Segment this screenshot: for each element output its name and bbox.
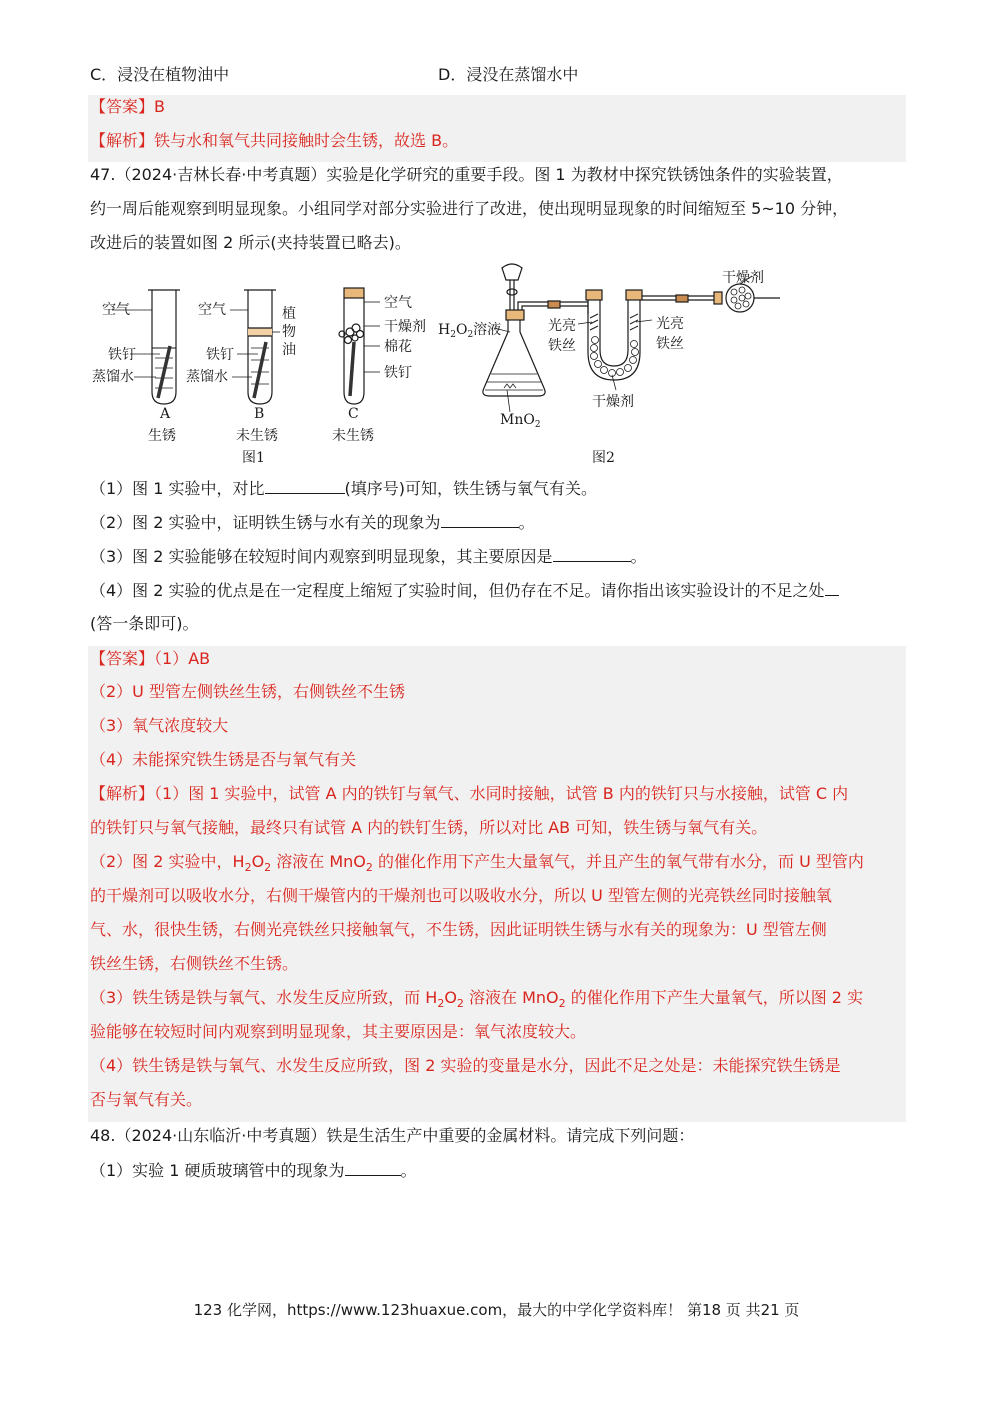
option-c: C．浸没在植物油中	[90, 65, 230, 84]
q48-question-1: （1）实验 1 硬质玻璃管中的现象为 。	[90, 1161, 417, 1180]
experiment-figure	[92, 262, 792, 467]
q47-analysis-p1-l2: 的铁钉只与氧气接触，最终只有试管 A 内的铁钉生锈，所以对比 AB 可知，铁生锈与氧气有关。	[90, 818, 768, 837]
tube-b-oil-3: 油	[282, 342, 296, 358]
answer-label: 【答案】	[90, 97, 155, 116]
h2o2-label: $H_2O_2$溶液	[438, 322, 502, 340]
tube-b-nail-label: 铁钉	[206, 347, 234, 363]
q46-answer	[90, 96, 905, 118]
q47-answer-4: （4）未能探究铁生锈是否与氧气有关	[90, 750, 357, 769]
q47-analysis-p4-l2: 否与氧气有关。	[90, 1090, 203, 1109]
tube-a-water-label: 蒸馏水	[92, 369, 134, 385]
answer-blank-q48	[345, 1159, 401, 1176]
q47-stem-line-2: 约一周后能观察到明显现象。小组同学对部分实验进行了改进，使出现明显现象的时间缩短至 5~10 分钟，	[90, 199, 849, 218]
tube-b-letter: B	[254, 406, 265, 422]
right-wire-label-2: 铁丝	[656, 336, 684, 352]
tube-b-oil-2: 物	[282, 324, 296, 340]
q47-question-1: （1）图 1 实验中，对比 (填序号)可知，铁生锈与氧气有关。	[90, 479, 598, 498]
q47-analysis-p2-l4: 铁丝生锈，右侧铁丝不生锈。	[90, 954, 299, 973]
q47-stem-line-1: 47.（2024·吉林长春·中考真题）实验是化学研究的重要手段。图 1 为教材中探究铁锈蚀条件的实验装置，	[90, 165, 843, 184]
q47-answer-2: （2）U 型管左侧铁丝生锈，右侧铁丝不生锈	[90, 682, 405, 701]
q47-question-3: （3）图 2 实验能够在较短时间内观察到明显现象，其主要原因是 。	[90, 547, 647, 566]
tube-c-cotton-label: 棉花	[384, 339, 412, 355]
mno2-label: MnO$_2$	[500, 412, 541, 430]
tube-c-desiccant-label: 干燥剂	[384, 319, 426, 335]
tube-c	[339, 288, 380, 404]
q47-analysis-p1-l1: 【解析】（1）图 1 实验中，试管 A 内的铁钉与氧气、水同时接触，试管 B 内的铁钉只与水接触，试管 C 内	[90, 784, 849, 803]
tube-c-state: 未生锈	[332, 428, 374, 444]
answer-label: 【答案】	[90, 649, 155, 668]
analysis-label: 【解析】	[90, 131, 155, 150]
desiccant-top-label: 干燥剂	[722, 270, 764, 286]
q47-analysis-p3-l1: （3）铁生锈是铁与氧气、水发生反应所致，而 $H_2O_2$ 溶液在 MnO$_2$ 的催化作用下产生大量氧气，所以图 2 实	[90, 988, 864, 1011]
tube-a-nail-label: 铁钉	[108, 347, 136, 363]
page-footer: 123 化学网，https://www.123huaxue.com，最大的中学化学资料库！ 第18 页 共21 页	[193, 1301, 800, 1319]
desiccant-bottom-label: 干燥剂	[592, 394, 634, 410]
tube-c-air-label: 空气	[384, 295, 412, 311]
analysis-text: 铁与水和氧气共同接触时会生锈，故选 B。	[154, 131, 459, 150]
q47-question-4-cont: (答一条即可)。	[90, 614, 199, 633]
q47-question-4: （4）图 2 实验的优点是在一定程度上缩短了实验时间，但仍存在不足。请你指出该实验设计的不足之处	[90, 579, 905, 602]
tube-a-letter: A	[160, 406, 171, 422]
q47-analysis-p2-l1: （2）图 2 实验中，$H_2O_2$ 溶液在 MnO$_2$ 的催化作用下产生大量氧气，并且产生的氧气带有水分，而 U 型管内	[90, 852, 864, 875]
options-row	[90, 62, 905, 84]
q47-stem-line-3: 改进后的装置如图 2 所示(夹持装置已略去)。	[90, 233, 411, 252]
q47-answer-3: （3）氧气浓度较大	[90, 716, 229, 735]
tube-b-oil-1: 植	[282, 306, 296, 322]
tube-b-state: 未生锈	[236, 428, 278, 444]
left-wire-label-1: 光亮	[548, 318, 576, 334]
q46-analysis	[90, 130, 905, 152]
analysis-label: 【解析】	[90, 784, 155, 803]
left-wire-label-2: 铁丝	[548, 338, 576, 354]
answer-blank-1	[265, 477, 345, 494]
answer-blank-4	[825, 579, 839, 596]
tube-b-water-label: 蒸馏水	[186, 369, 228, 385]
q47-answer-1: 【答案】（1）AB	[90, 649, 211, 668]
q48-stem: 48.（2024·山东临沂·中考真题）铁是生活生产中重要的金属材料。请完成下列问题：	[90, 1126, 695, 1145]
tube-b-air-label: 空气	[198, 302, 226, 318]
tube-c-letter: C	[348, 406, 359, 422]
q47-analysis-p2-l2: 的干燥剂可以吸收水分，右侧干燥管内的干燥剂也可以吸收水分，所以 U 型管左侧的光亮铁丝同时接触氧	[90, 886, 832, 905]
q47-question-2: （2）图 2 实验中，证明铁生锈与水有关的现象为 。	[90, 513, 535, 532]
answer-value: B	[154, 97, 165, 116]
q47-analysis-p3-l2: 验能够在较短时间内观察到明显现象，其主要原因是：氧气浓度较大。	[90, 1022, 587, 1041]
figure-1-caption: 图1	[242, 450, 265, 466]
tube-c-nail-label: 铁钉	[384, 365, 412, 381]
figure-2-apparatus	[483, 264, 780, 412]
answer-blank-2	[441, 511, 519, 528]
answer-blank-3	[553, 545, 631, 562]
right-wire-label-1: 光亮	[656, 316, 684, 332]
tube-a-state: 生锈	[148, 428, 176, 444]
q47-analysis-p4-l1: （4）铁生锈是铁与氧气、水发生反应所致，图 2 实验的变量是水分，因此不足之处是：未能探究铁生锈是	[90, 1056, 841, 1075]
option-d: D．浸没在蒸馏水中	[438, 65, 579, 84]
q47-analysis-p2-l3: 气、水，很快生锈，右侧光亮铁丝只接触氧气，不生锈，因此证明铁生锈与水有关的现象为：U 型管左侧	[90, 920, 827, 939]
figure-2-caption: 图2	[592, 450, 615, 466]
tube-b	[230, 290, 280, 404]
tube-a-air-label: 空气	[102, 302, 130, 318]
